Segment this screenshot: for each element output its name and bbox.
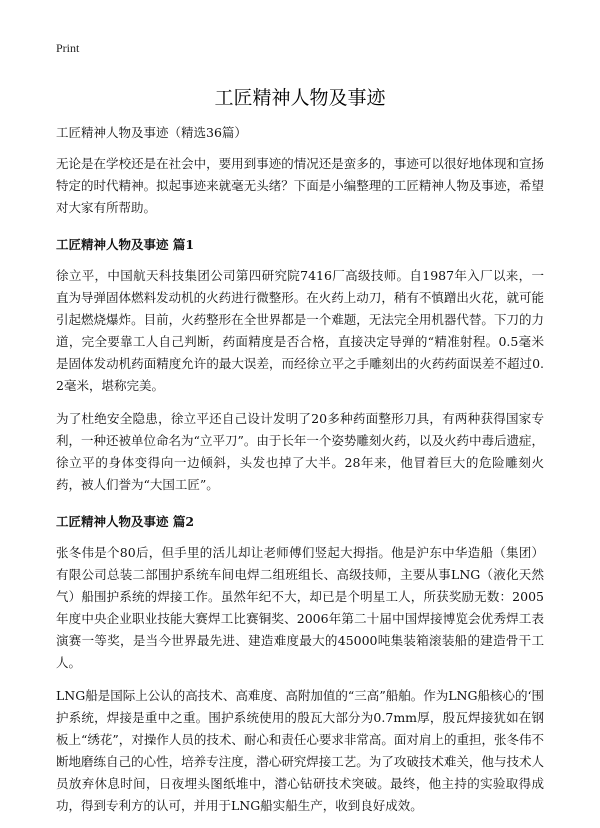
section-2-paragraph-2: LNG船是国际上公认的高技术、高难度、高附加值的“三高”船舶。作为LNG船核心的‘围护系统，焊接是重中之重。围护系统使用的殷瓦大部分为0.7mm厚，殷瓦焊接犹如在钢板上“绣花”，对操作人员的技术、耐心和责任心要求非常高。面对肩上的重担，张冬伟不断地磨练自己的心性，培养专注度，潜心研究焊接工艺。为了攻破技术难关，他与技术人员放弃休息时间，日夜埋头图纸堆中，潜心钻研技术突破。最终，他主持的实验取得成功，得到专利方的认可，并用于LNG船实船生产，收到良好成效。 xyxy=(56,688,544,813)
section-1-paragraph-2: 为了杜绝安全隐患，徐立平还自己设计发明了20多种药面整形刀具，有两种获得国家专利，一种还被单位命名为“立平刀”。由于长年一个姿势雕刻火药，以及火药中毒后遗症，徐立平的身体变得向一边倾斜，头发也掉了大半。28年来，他冒着巨大的危险雕刻火药，被人们誉为“大国工匠”。 xyxy=(56,411,544,492)
section-heading-1: 工匠精神人物及事迹 篇1 xyxy=(56,237,195,252)
section-heading-2: 工匠精神人物及事迹 篇2 xyxy=(56,514,195,529)
article-subtitle: 工匠精神人物及事迹（精选36篇） xyxy=(56,125,247,140)
section-1-paragraph-1: 徐立平，中国航天科技集团公司第四研究院7416厂高级技师。自1987年入厂以来，一直为导弹固体燃料发动机的火药进行微整形。在火药上动刀，稍有不慎蹭出火花，就可能引起燃烧爆炸。目前，火药整形在全世界都是一个难题，无法完全用机器代替。下刀的力道，完全要靠工人自己判断，药面精度是否合格，直接决定导弹的“精准射程。0.5毫米是固体发动机药面精度允许的最大误差，而经徐立平之手雕刻出的火药药面误差不超过0.2毫米，堪称完美。 xyxy=(56,268,544,393)
intro-paragraph: 无论是在学校还是在社会中，要用到事迹的情况还是蛮多的，事迹可以很好地体现和宣扬特定的时代精神。拟起事迹来就毫无头绪？下面是小编整理的工匠精神人物及事迹，希望对大家有所帮助。 xyxy=(56,156,544,215)
print-link[interactable]: Print xyxy=(56,41,80,55)
article-title: 工匠精神人物及事迹 xyxy=(214,87,386,109)
section-2-paragraph-1: 张冬伟是个80后，但手里的活儿却让老师傅们竖起大拇指。他是沪东中华造船（集团）有限公司总装二部围护系统车间电焊二组班组长、高级技师，主要从事LNG（液化天然气）船围护系统的焊接工作。虽然年纪不大，却已是个明星工人，所获奖励无数：2005年度中央企业职业技能大赛焊工比赛铜奖、2006年第二十届中国焊接博览会优秀焊工表演赛一等奖，是当今世界最先进、建造难度最大的45000吨集装箱滚装船的建造骨干工人。 xyxy=(56,545,544,670)
